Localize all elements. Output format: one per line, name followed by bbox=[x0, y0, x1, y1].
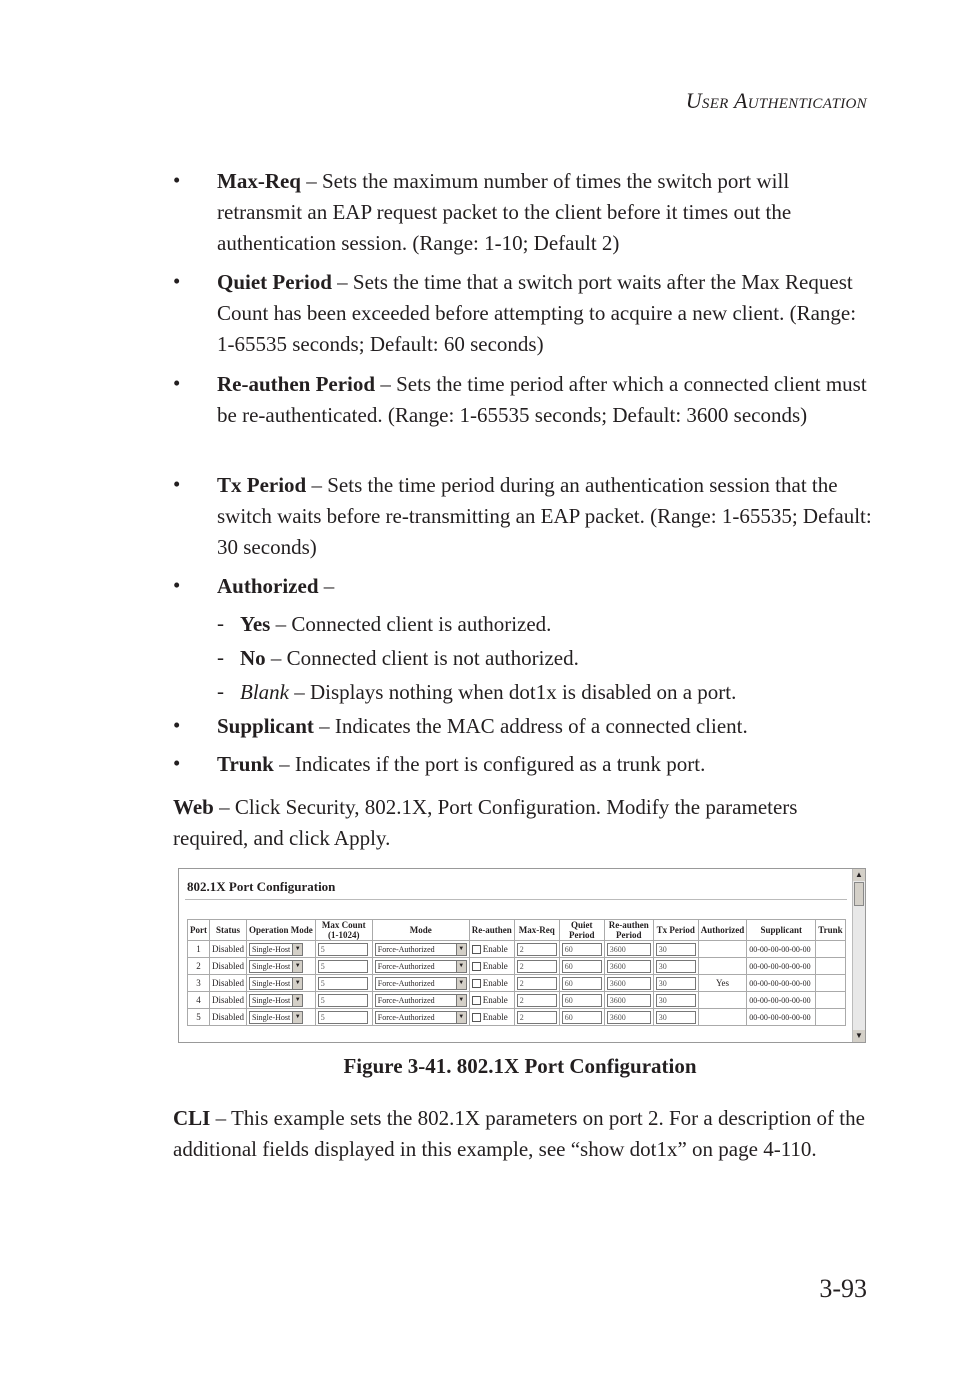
dropdown-arrow-icon: ▼ bbox=[456, 1012, 466, 1023]
operation-mode-select[interactable] bbox=[249, 1011, 303, 1024]
col-header: Trunk bbox=[816, 920, 845, 941]
port-cell: 5 bbox=[188, 1009, 210, 1026]
op-mode-cell bbox=[247, 941, 316, 958]
dropdown-arrow-icon: ▼ bbox=[292, 961, 302, 972]
supplicant-cell: 00-00-00-00-00-00 bbox=[747, 1009, 816, 1026]
reauthen-cell bbox=[469, 958, 514, 975]
scroll-up-arrow-icon[interactable]: ▲ bbox=[853, 869, 865, 881]
dropdown-arrow-icon: ▼ bbox=[456, 944, 466, 955]
select-value: Force-Authorized bbox=[377, 1012, 435, 1022]
col-header: Status bbox=[210, 920, 247, 941]
trunk-cell bbox=[816, 992, 845, 1009]
reauthen-checkbox[interactable] bbox=[472, 962, 481, 971]
port-cell: 4 bbox=[188, 992, 210, 1009]
mode-select[interactable] bbox=[375, 994, 467, 1007]
term: CLI bbox=[173, 1106, 211, 1130]
reauthen-period-input[interactable]: 3600 bbox=[607, 960, 651, 973]
status-cell: Disabled bbox=[210, 992, 247, 1009]
dropdown-arrow-icon: ▼ bbox=[456, 995, 466, 1006]
scroll-down-arrow-icon[interactable]: ▼ bbox=[853, 1030, 865, 1042]
max-req-cell bbox=[514, 1009, 559, 1026]
checkbox-label: Enable bbox=[482, 960, 508, 971]
quiet-cell bbox=[559, 941, 604, 958]
max-count-cell bbox=[315, 1009, 372, 1026]
supplicant-cell: 00-00-00-00-00-00 bbox=[747, 975, 816, 992]
bullet-tx-period bbox=[217, 470, 873, 563]
definition: – Sets the maximum number of times the switch port will retransmit an EAP request packet to the client before it times out the authentication session. (Range: 1-10; Default 2) bbox=[217, 169, 792, 255]
max-count-input[interactable]: 5 bbox=[318, 1011, 368, 1024]
status-cell: Disabled bbox=[210, 975, 247, 992]
port-cell: 1 bbox=[188, 941, 210, 958]
quiet-period-input[interactable]: 60 bbox=[562, 943, 602, 956]
select-value: Single-Host bbox=[252, 944, 291, 954]
authorized-cell bbox=[698, 1009, 747, 1026]
tx-period-input[interactable]: 30 bbox=[656, 943, 696, 956]
mode-cell bbox=[372, 992, 469, 1009]
max-req-cell bbox=[514, 941, 559, 958]
bullet-marker: • bbox=[173, 371, 181, 395]
trunk-cell bbox=[816, 975, 845, 992]
checkbox-label: Enable bbox=[482, 994, 508, 1005]
dropdown-arrow-icon: ▼ bbox=[456, 961, 466, 972]
op-mode-cell bbox=[247, 975, 316, 992]
bullet-max-req bbox=[217, 166, 873, 259]
max-req-input[interactable]: 2 bbox=[517, 1011, 557, 1024]
vertical-scrollbar[interactable] bbox=[852, 869, 865, 1042]
select-value: Force-Authorized bbox=[377, 944, 435, 954]
op-mode-cell bbox=[247, 992, 316, 1009]
running-header: User Authentication bbox=[685, 88, 867, 113]
bullet-quiet-period bbox=[217, 267, 873, 360]
reauthen-checkbox[interactable] bbox=[472, 996, 481, 1005]
quiet-cell bbox=[559, 1009, 604, 1026]
reauth-period-cell bbox=[604, 1009, 653, 1026]
checkbox-label: Enable bbox=[482, 1011, 508, 1022]
max-req-cell bbox=[514, 958, 559, 975]
op-mode-cell bbox=[247, 1009, 316, 1026]
table-row bbox=[188, 1009, 846, 1026]
mode-cell bbox=[372, 958, 469, 975]
bullet-reauthen-period bbox=[217, 369, 873, 431]
max-req-input[interactable]: 2 bbox=[517, 943, 557, 956]
bullet-trunk bbox=[217, 749, 873, 780]
reauth-period-cell bbox=[604, 958, 653, 975]
quiet-period-input[interactable]: 60 bbox=[562, 994, 602, 1007]
checkbox-label: Enable bbox=[482, 977, 508, 988]
mode-select[interactable] bbox=[375, 943, 467, 956]
max-req-input[interactable]: 2 bbox=[517, 960, 557, 973]
quiet-cell bbox=[559, 975, 604, 992]
select-value: Force-Authorized bbox=[377, 961, 435, 971]
select-value: Force-Authorized bbox=[377, 995, 435, 1005]
authorized-cell bbox=[698, 958, 747, 975]
col-header: Supplicant bbox=[747, 920, 816, 941]
dropdown-arrow-icon: ▼ bbox=[456, 978, 466, 989]
quiet-cell bbox=[559, 992, 604, 1009]
reauth-period-cell bbox=[604, 941, 653, 958]
checkbox-label: Enable bbox=[482, 943, 508, 954]
authorized-cell bbox=[698, 992, 747, 1009]
tx-cell bbox=[653, 975, 698, 992]
max-count-cell bbox=[315, 992, 372, 1009]
status-cell: Disabled bbox=[210, 958, 247, 975]
col-header: Max-Req bbox=[514, 920, 559, 941]
bullet-marker: • bbox=[173, 713, 181, 737]
table-row bbox=[188, 941, 846, 958]
select-value: Single-Host bbox=[252, 961, 291, 971]
col-header: Tx Period bbox=[653, 920, 698, 941]
definition: – Sets the time period during an authentication session that the switch waits before re-transmitting an EAP packet. (Range: 1-65535; Default: 30 seconds) bbox=[217, 473, 872, 559]
reauthen-period-input[interactable]: 3600 bbox=[607, 943, 651, 956]
reauthen-cell bbox=[469, 941, 514, 958]
col-header: Max Count (1-1024) bbox=[315, 920, 372, 941]
tx-period-input[interactable]: 30 bbox=[656, 977, 696, 990]
port-cell: 3 bbox=[188, 975, 210, 992]
trunk-cell bbox=[816, 1009, 845, 1026]
tx-cell bbox=[653, 992, 698, 1009]
bullet-marker: • bbox=[173, 472, 181, 496]
col-header: Re-authen Period bbox=[604, 920, 653, 941]
max-req-cell bbox=[514, 975, 559, 992]
cli-paragraph bbox=[173, 1103, 873, 1165]
reauth-period-cell bbox=[604, 992, 653, 1009]
max-count-input[interactable]: 5 bbox=[318, 960, 368, 973]
definition: – Connected client is not authorized. bbox=[265, 646, 579, 670]
dropdown-arrow-icon: ▼ bbox=[292, 995, 302, 1006]
operation-mode-select[interactable] bbox=[249, 943, 303, 956]
sub-item-no bbox=[240, 643, 579, 674]
max-count-input[interactable]: 5 bbox=[318, 943, 368, 956]
col-header: Quiet Period bbox=[559, 920, 604, 941]
table-row bbox=[188, 992, 846, 1009]
screenshot-title: 802.1X Port Configuration bbox=[187, 879, 336, 894]
col-header: Mode bbox=[372, 920, 469, 941]
figure-caption: Figure 3-41. 802.1X Port Configuration bbox=[343, 1054, 697, 1078]
max-count-cell bbox=[315, 958, 372, 975]
reauthen-cell bbox=[469, 992, 514, 1009]
definition: – Indicates if the port is configured as a trunk port. bbox=[273, 752, 706, 776]
trunk-cell bbox=[816, 941, 845, 958]
mode-cell bbox=[372, 941, 469, 958]
col-header: Authorized bbox=[698, 920, 747, 941]
sub-item-yes bbox=[240, 609, 551, 640]
tx-period-input[interactable]: 30 bbox=[656, 1011, 696, 1024]
select-value: Single-Host bbox=[252, 1012, 291, 1022]
quiet-period-input[interactable]: 60 bbox=[562, 977, 602, 990]
term: Authorized bbox=[217, 574, 319, 598]
definition: – Sets the time period after which a connected client must be re-authenticated. (Range: 1-65535 seconds; Default: 3600 seconds) bbox=[217, 372, 867, 427]
reauthen-period-input[interactable]: 3600 bbox=[607, 1011, 651, 1024]
term: Tx Period bbox=[217, 473, 307, 497]
max-req-cell bbox=[514, 992, 559, 1009]
definition: – Connected client is authorized. bbox=[270, 612, 552, 636]
tx-period-input[interactable]: 30 bbox=[656, 994, 696, 1007]
dropdown-arrow-icon: ▼ bbox=[292, 1012, 302, 1023]
table-row bbox=[188, 975, 846, 992]
supplicant-cell: 00-00-00-00-00-00 bbox=[747, 992, 816, 1009]
authorized-cell bbox=[698, 941, 747, 958]
term: Trunk bbox=[217, 752, 274, 776]
bullet-authorized bbox=[217, 571, 873, 602]
mode-select[interactable] bbox=[375, 977, 467, 990]
dropdown-arrow-icon: ▼ bbox=[292, 978, 302, 989]
supplicant-cell: 00-00-00-00-00-00 bbox=[747, 958, 816, 975]
max-count-input[interactable]: 5 bbox=[318, 994, 368, 1007]
mode-cell bbox=[372, 1009, 469, 1026]
reauthen-period-input[interactable]: 3600 bbox=[607, 977, 651, 990]
dash-marker: - bbox=[217, 679, 224, 703]
col-header: Port bbox=[188, 920, 210, 941]
operation-mode-select[interactable] bbox=[249, 960, 303, 973]
definition: – Displays nothing when dot1x is disabled on a port. bbox=[288, 680, 737, 704]
table-row bbox=[188, 958, 846, 975]
divider bbox=[185, 899, 847, 900]
quiet-period-input[interactable]: 60 bbox=[562, 1011, 602, 1024]
quiet-cell bbox=[559, 958, 604, 975]
reauthen-period-input[interactable]: 3600 bbox=[607, 994, 651, 1007]
bullet-marker: • bbox=[173, 269, 181, 293]
max-req-input[interactable]: 2 bbox=[517, 977, 557, 990]
reauthen-cell bbox=[469, 975, 514, 992]
select-value: Force-Authorized bbox=[377, 978, 435, 988]
term: Blank bbox=[240, 680, 289, 704]
reauthen-checkbox[interactable] bbox=[472, 1013, 481, 1022]
port-config-table bbox=[187, 919, 846, 1026]
reauthen-cell bbox=[469, 1009, 514, 1026]
term: No bbox=[240, 646, 266, 670]
reauth-period-cell bbox=[604, 975, 653, 992]
mode-select[interactable] bbox=[375, 960, 467, 973]
authorized-cell: Yes bbox=[698, 975, 747, 992]
port-cell: 2 bbox=[188, 958, 210, 975]
status-cell: Disabled bbox=[210, 1009, 247, 1026]
bullet-marker: • bbox=[173, 168, 181, 192]
sub-item-blank bbox=[240, 677, 736, 708]
reauthen-checkbox[interactable] bbox=[472, 979, 481, 988]
dash-marker: - bbox=[217, 645, 224, 669]
definition: – bbox=[318, 574, 335, 598]
dropdown-arrow-icon: ▼ bbox=[292, 944, 302, 955]
scroll-thumb[interactable] bbox=[854, 882, 864, 906]
operation-mode-select[interactable] bbox=[249, 994, 303, 1007]
definition: – Indicates the MAC address of a connected client. bbox=[313, 714, 748, 738]
status-cell: Disabled bbox=[210, 941, 247, 958]
dash-marker: - bbox=[217, 611, 224, 635]
page-number: 3-93 bbox=[819, 1274, 867, 1303]
term: Quiet Period bbox=[217, 270, 332, 294]
term: Web bbox=[173, 795, 214, 819]
term: Max-Req bbox=[217, 169, 301, 193]
tx-period-input[interactable]: 30 bbox=[656, 960, 696, 973]
tx-cell bbox=[653, 1009, 698, 1026]
col-header: Re-authen bbox=[469, 920, 514, 941]
mode-cell bbox=[372, 975, 469, 992]
reauthen-checkbox[interactable] bbox=[472, 945, 481, 954]
trunk-cell bbox=[816, 958, 845, 975]
max-count-cell bbox=[315, 975, 372, 992]
term: Yes bbox=[240, 612, 271, 636]
port-config-screenshot bbox=[178, 868, 866, 1043]
supplicant-cell: 00-00-00-00-00-00 bbox=[747, 941, 816, 958]
term: Re-authen Period bbox=[217, 372, 376, 396]
bullet-marker: • bbox=[173, 751, 181, 775]
mode-select[interactable] bbox=[375, 1011, 467, 1024]
max-req-input[interactable]: 2 bbox=[517, 994, 557, 1007]
definition: – Sets the time that a switch port waits after the Max Request Count has been exceeded before attempting to acquire a new client. (Range: 1-65535 seconds; Default: 60 seconds) bbox=[217, 270, 857, 356]
operation-mode-select[interactable] bbox=[249, 977, 303, 990]
max-count-cell bbox=[315, 941, 372, 958]
term: Supplicant bbox=[217, 714, 314, 738]
bullet-marker: • bbox=[173, 573, 181, 597]
select-value: Single-Host bbox=[252, 978, 291, 988]
op-mode-cell bbox=[247, 958, 316, 975]
col-header: Operation Mode bbox=[247, 920, 316, 941]
tx-cell bbox=[653, 941, 698, 958]
definition: – This example sets the 802.1X parameters on port 2. For a description of the additional fields displayed in this example, see “show dot1x” on page 4-110. bbox=[173, 1106, 865, 1161]
select-value: Single-Host bbox=[252, 995, 291, 1005]
tx-cell bbox=[653, 958, 698, 975]
bullet-supplicant bbox=[217, 711, 873, 742]
quiet-period-input[interactable]: 60 bbox=[562, 960, 602, 973]
max-count-input[interactable]: 5 bbox=[318, 977, 368, 990]
definition: – Click Security, 802.1X, Port Configuration. Modify the parameters required, and click Apply. bbox=[173, 795, 798, 850]
table-header-row bbox=[188, 920, 846, 941]
web-instructions bbox=[173, 792, 873, 854]
